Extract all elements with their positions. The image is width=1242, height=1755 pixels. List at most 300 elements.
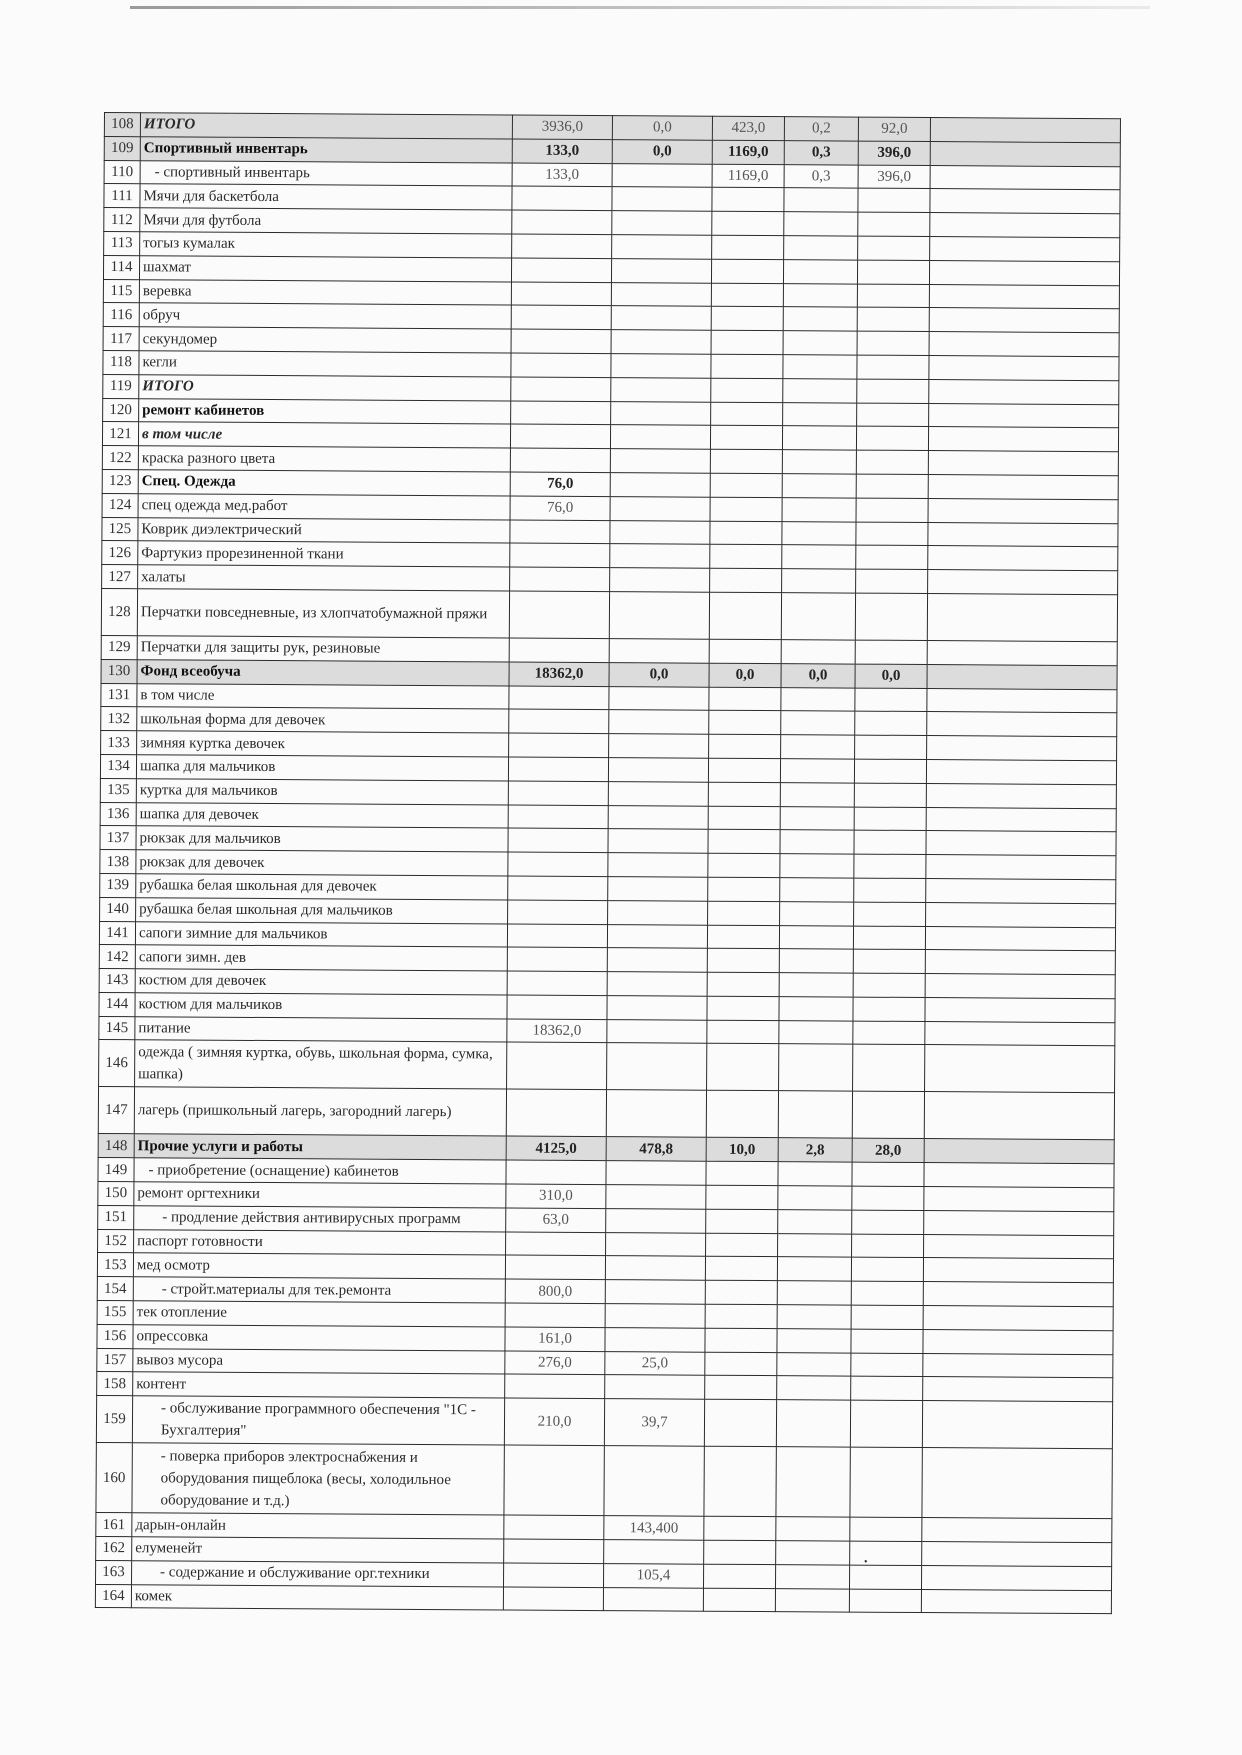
value-cell-2: 0,0 bbox=[612, 139, 712, 163]
row-number: 131 bbox=[101, 683, 137, 707]
value-cell-5: 0,0 bbox=[855, 664, 927, 688]
value-cell-3 bbox=[711, 402, 783, 426]
value-cell-1 bbox=[509, 638, 609, 662]
row-number: 157 bbox=[97, 1348, 133, 1372]
value-cell-2 bbox=[605, 1304, 705, 1328]
value-cell-4: 0,3 bbox=[784, 164, 858, 188]
value-cell-2 bbox=[609, 734, 709, 758]
value-cell-4 bbox=[777, 1257, 851, 1281]
value-cell-5 bbox=[850, 1541, 922, 1565]
value-cell-3 bbox=[708, 830, 780, 854]
value-cell-5 bbox=[853, 1021, 925, 1045]
row-number: 121 bbox=[102, 422, 138, 446]
value-cell-1 bbox=[510, 520, 610, 544]
item-name: Мячи для баскетбола bbox=[140, 184, 512, 210]
value-cell-2: 478,8 bbox=[606, 1137, 706, 1161]
value-cell-2 bbox=[612, 235, 712, 259]
row-number: 145 bbox=[99, 1016, 135, 1040]
value-cell-1 bbox=[507, 923, 607, 947]
value-cell-6 bbox=[922, 1401, 1112, 1449]
value-cell-1: 18362,0 bbox=[509, 662, 609, 686]
table-row bbox=[101, 588, 1117, 641]
value-cell-6 bbox=[928, 451, 1118, 476]
value-cell-4 bbox=[778, 1186, 852, 1210]
value-cell-2 bbox=[611, 377, 711, 401]
value-cell-2: 39,7 bbox=[604, 1399, 704, 1447]
value-cell-1 bbox=[511, 353, 611, 377]
value-cell-2 bbox=[605, 1375, 705, 1399]
value-cell-4 bbox=[782, 450, 856, 474]
value-cell-5 bbox=[855, 593, 927, 640]
value-cell-1 bbox=[507, 995, 607, 1019]
row-number: 109 bbox=[104, 136, 140, 160]
item-name: ремонт кабинетов bbox=[139, 398, 511, 424]
item-name: шапка для девочек bbox=[136, 802, 508, 828]
value-cell-4 bbox=[783, 259, 857, 283]
value-cell-4 bbox=[782, 521, 856, 545]
value-cell-4 bbox=[779, 1044, 853, 1091]
row-number: 125 bbox=[102, 517, 138, 541]
value-cell-4 bbox=[778, 1162, 852, 1186]
value-cell-3 bbox=[705, 1304, 777, 1328]
item-name: - содержание и обслуживание орг.техники bbox=[132, 1561, 504, 1587]
value-cell-6 bbox=[921, 1565, 1111, 1590]
value-cell-6 bbox=[923, 1329, 1113, 1354]
value-cell-2 bbox=[607, 1043, 707, 1091]
value-cell-5 bbox=[855, 735, 927, 759]
value-cell-3 bbox=[707, 948, 779, 972]
value-cell-5: 92,0 bbox=[858, 117, 930, 141]
value-cell-6 bbox=[926, 902, 1116, 927]
row-number: 122 bbox=[102, 446, 138, 470]
value-cell-1 bbox=[508, 900, 608, 924]
value-cell-2 bbox=[606, 1161, 706, 1185]
value-cell-3 bbox=[712, 211, 784, 235]
value-cell-4 bbox=[781, 735, 855, 759]
value-cell-4 bbox=[780, 830, 854, 854]
item-name: куртка для мальчиков bbox=[136, 778, 508, 804]
value-cell-4 bbox=[777, 1352, 851, 1376]
value-cell-4 bbox=[780, 878, 854, 902]
value-cell-3 bbox=[707, 1044, 779, 1091]
row-number: 127 bbox=[102, 565, 138, 589]
value-cell-3 bbox=[710, 473, 782, 497]
item-name: тогыз кумалак bbox=[140, 232, 512, 258]
value-cell-5 bbox=[854, 902, 926, 926]
value-cell-5 bbox=[853, 949, 925, 973]
row-number: 139 bbox=[100, 873, 136, 897]
value-cell-4 bbox=[784, 188, 858, 212]
value-cell-6 bbox=[925, 1045, 1115, 1093]
value-cell-2 bbox=[610, 425, 710, 449]
value-cell-1: 800,0 bbox=[505, 1279, 605, 1303]
item-name: Прочие услуги и работы bbox=[134, 1134, 506, 1160]
value-cell-2 bbox=[610, 520, 710, 544]
value-cell-4 bbox=[776, 1541, 850, 1565]
value-cell-6 bbox=[928, 474, 1118, 499]
value-cell-6 bbox=[930, 189, 1120, 214]
item-name: шахмат bbox=[139, 256, 511, 282]
value-cell-4 bbox=[777, 1305, 851, 1329]
value-cell-1 bbox=[508, 876, 608, 900]
value-cell-3 bbox=[708, 901, 780, 925]
row-number: 113 bbox=[104, 231, 140, 255]
value-cell-3 bbox=[709, 711, 781, 735]
row-number: 129 bbox=[101, 635, 137, 659]
value-cell-3 bbox=[704, 1446, 776, 1516]
item-name: Перчатки повседневные, из хлопчатобумажной пряжи bbox=[137, 589, 509, 638]
value-cell-3 bbox=[710, 449, 782, 473]
value-cell-2 bbox=[611, 282, 711, 306]
row-number: 153 bbox=[97, 1253, 133, 1277]
value-cell-5 bbox=[857, 379, 929, 403]
value-cell-4 bbox=[781, 711, 855, 735]
value-cell-6 bbox=[929, 403, 1119, 428]
value-cell-2 bbox=[606, 1232, 706, 1256]
value-cell-2 bbox=[609, 686, 709, 710]
value-cell-5 bbox=[854, 759, 926, 783]
value-cell-6 bbox=[927, 593, 1117, 641]
value-cell-4 bbox=[776, 1400, 850, 1447]
value-cell-1 bbox=[505, 1255, 605, 1279]
value-cell-6 bbox=[923, 1377, 1113, 1402]
item-name: шапка для мальчиков bbox=[136, 755, 508, 781]
row-number: 128 bbox=[101, 588, 137, 635]
value-cell-2 bbox=[610, 449, 710, 473]
value-cell-3: 10,0 bbox=[706, 1138, 778, 1162]
value-cell-5 bbox=[852, 1210, 924, 1234]
table-row bbox=[99, 1040, 1115, 1093]
value-cell-6 bbox=[925, 1021, 1115, 1046]
budget-sheet bbox=[95, 112, 1120, 1615]
row-number: 118 bbox=[103, 350, 139, 374]
value-cell-5 bbox=[855, 640, 927, 664]
value-cell-6 bbox=[930, 165, 1120, 190]
value-cell-5 bbox=[853, 973, 925, 997]
value-cell-1 bbox=[509, 733, 609, 757]
item-name: в том числе bbox=[137, 683, 509, 709]
value-cell-2: 143,400 bbox=[604, 1516, 704, 1540]
item-name: дарын-онлайн bbox=[132, 1513, 504, 1539]
value-cell-3 bbox=[710, 568, 782, 592]
value-cell-1 bbox=[508, 804, 608, 828]
row-number: 116 bbox=[103, 303, 139, 327]
value-cell-5 bbox=[858, 188, 930, 212]
row-number: 158 bbox=[97, 1372, 133, 1396]
value-cell-3 bbox=[706, 1161, 778, 1185]
value-cell-4 bbox=[782, 569, 856, 593]
value-cell-5 bbox=[852, 1162, 924, 1186]
value-cell-1 bbox=[509, 686, 609, 710]
value-cell-2 bbox=[605, 1327, 705, 1351]
value-cell-2 bbox=[608, 781, 708, 805]
value-cell-5 bbox=[857, 260, 929, 284]
value-cell-1 bbox=[512, 186, 612, 210]
row-number: 164 bbox=[95, 1584, 131, 1608]
value-cell-4 bbox=[780, 854, 854, 878]
value-cell-4 bbox=[775, 1588, 849, 1612]
row-number: 151 bbox=[98, 1205, 134, 1229]
item-name: - поверка приборов электроснабжения и оборудования пищеблока (весы, холодильное оборудование и т.д.) bbox=[132, 1443, 504, 1515]
value-cell-2 bbox=[606, 1090, 706, 1138]
value-cell-4 bbox=[777, 1376, 851, 1400]
value-cell-1 bbox=[511, 329, 611, 353]
value-cell-6 bbox=[928, 522, 1118, 547]
value-cell-5 bbox=[856, 569, 928, 593]
item-name: вывоз мусора bbox=[133, 1348, 505, 1374]
value-cell-6 bbox=[923, 1306, 1113, 1331]
value-cell-6 bbox=[927, 736, 1117, 761]
value-cell-3 bbox=[708, 853, 780, 877]
value-cell-3 bbox=[708, 758, 780, 782]
row-number: 159 bbox=[96, 1396, 132, 1443]
value-cell-5 bbox=[856, 426, 928, 450]
value-cell-2 bbox=[609, 592, 709, 640]
value-cell-3: 1169,0 bbox=[712, 164, 784, 188]
value-cell-1: 133,0 bbox=[512, 139, 612, 163]
value-cell-1: 310,0 bbox=[506, 1184, 606, 1208]
item-name: Перчатки для защиты рук, резиновые bbox=[137, 636, 509, 662]
table-row bbox=[96, 1396, 1112, 1449]
value-cell-5: 28,0 bbox=[852, 1139, 924, 1163]
value-cell-2 bbox=[608, 758, 708, 782]
item-name: - обслуживание программного обеспечения "1С - Бухгалтерия" bbox=[132, 1396, 504, 1445]
item-name: елуменейт bbox=[132, 1537, 504, 1563]
row-number: 146 bbox=[99, 1040, 135, 1087]
value-cell-6 bbox=[924, 1234, 1114, 1259]
value-cell-4 bbox=[779, 997, 853, 1021]
item-name: костюм для девочек bbox=[135, 969, 507, 995]
value-cell-3 bbox=[704, 1540, 776, 1564]
row-number: 132 bbox=[101, 707, 137, 731]
value-cell-1 bbox=[512, 210, 612, 234]
item-name: тек отопление bbox=[133, 1301, 505, 1327]
row-number: 115 bbox=[103, 279, 139, 303]
item-name: лагерь (пришкольный лагерь, загородний лагерь) bbox=[134, 1087, 506, 1136]
value-cell-4 bbox=[780, 782, 854, 806]
value-cell-5 bbox=[856, 545, 928, 569]
value-cell-5 bbox=[850, 1447, 922, 1517]
value-cell-2 bbox=[607, 948, 707, 972]
row-number: 154 bbox=[97, 1277, 133, 1301]
item-name: контент bbox=[133, 1372, 505, 1398]
value-cell-5 bbox=[857, 284, 929, 308]
value-cell-1 bbox=[511, 377, 611, 401]
row-number: 124 bbox=[102, 493, 138, 517]
value-cell-5 bbox=[857, 355, 929, 379]
value-cell-6 bbox=[929, 332, 1119, 357]
item-name: сапоги зимние для мальчиков bbox=[135, 921, 507, 947]
value-cell-4 bbox=[779, 925, 853, 949]
value-cell-4 bbox=[775, 1564, 849, 1588]
table-row bbox=[96, 1443, 1112, 1519]
value-cell-6 bbox=[921, 1589, 1111, 1614]
value-cell-2: 0,0 bbox=[612, 116, 712, 140]
value-cell-1 bbox=[511, 258, 611, 282]
value-cell-1 bbox=[503, 1587, 603, 1611]
value-cell-6 bbox=[922, 1448, 1112, 1519]
value-cell-3 bbox=[707, 925, 779, 949]
value-cell-3 bbox=[704, 1516, 776, 1540]
value-cell-1: 210,0 bbox=[504, 1398, 604, 1446]
item-name: мед осмотр bbox=[133, 1253, 505, 1279]
value-cell-4 bbox=[783, 355, 857, 379]
value-cell-2 bbox=[608, 876, 708, 900]
value-cell-6 bbox=[924, 1092, 1114, 1140]
value-cell-3 bbox=[710, 497, 782, 521]
value-cell-1 bbox=[504, 1515, 604, 1539]
item-name: - стройт.материалы для тек.ремонта bbox=[133, 1277, 505, 1303]
value-cell-4 bbox=[780, 901, 854, 925]
value-cell-6 bbox=[923, 1258, 1113, 1283]
value-cell-2 bbox=[603, 1587, 703, 1611]
item-name: Фонд всеобуча bbox=[137, 659, 509, 685]
value-cell-3 bbox=[711, 378, 783, 402]
item-name: комек bbox=[131, 1584, 503, 1610]
value-cell-5 bbox=[857, 403, 929, 427]
value-cell-4 bbox=[776, 1447, 850, 1517]
value-cell-5 bbox=[850, 1517, 922, 1541]
value-cell-4 bbox=[781, 593, 855, 640]
value-cell-2 bbox=[605, 1256, 705, 1280]
value-cell-6 bbox=[925, 997, 1115, 1022]
value-cell-5 bbox=[851, 1353, 923, 1377]
value-cell-1: 161,0 bbox=[505, 1327, 605, 1351]
value-cell-4 bbox=[784, 212, 858, 236]
value-cell-3 bbox=[707, 996, 779, 1020]
value-cell-3: 1169,0 bbox=[712, 140, 784, 164]
value-cell-2 bbox=[607, 972, 707, 996]
value-cell-4: 0,0 bbox=[781, 663, 855, 687]
value-cell-4: 2,8 bbox=[778, 1138, 852, 1162]
value-cell-3 bbox=[708, 877, 780, 901]
value-cell-2 bbox=[612, 211, 712, 235]
value-cell-3 bbox=[705, 1352, 777, 1376]
value-cell-1: 63,0 bbox=[506, 1208, 606, 1232]
item-name: рюкзак для девочек bbox=[136, 850, 508, 876]
row-number: 142 bbox=[99, 945, 135, 969]
value-cell-2 bbox=[607, 995, 707, 1019]
value-cell-3 bbox=[705, 1257, 777, 1281]
value-cell-3 bbox=[709, 734, 781, 758]
value-cell-1 bbox=[506, 1160, 606, 1184]
value-cell-3 bbox=[706, 1209, 778, 1233]
value-cell-4 bbox=[777, 1281, 851, 1305]
value-cell-1 bbox=[510, 567, 610, 591]
value-cell-6 bbox=[928, 570, 1118, 595]
value-cell-6 bbox=[922, 1518, 1112, 1543]
value-cell-6 bbox=[925, 926, 1115, 951]
row-number: 161 bbox=[96, 1513, 132, 1537]
value-cell-1 bbox=[511, 305, 611, 329]
item-name: обруч bbox=[139, 303, 511, 329]
value-cell-6 bbox=[929, 284, 1119, 309]
value-cell-5 bbox=[856, 474, 928, 498]
table-body bbox=[95, 113, 1120, 1615]
value-cell-3 bbox=[706, 1233, 778, 1257]
value-cell-6 bbox=[926, 831, 1116, 856]
value-cell-3 bbox=[704, 1399, 776, 1446]
value-cell-4 bbox=[782, 426, 856, 450]
item-name: рубашка белая школьная для девочек bbox=[136, 874, 508, 900]
value-cell-4 bbox=[778, 1091, 852, 1138]
item-name: - спортивный инвентарь bbox=[140, 160, 512, 186]
value-cell-5: 396,0 bbox=[858, 165, 930, 189]
value-cell-5 bbox=[855, 711, 927, 735]
value-cell-4 bbox=[780, 759, 854, 783]
row-number: 123 bbox=[102, 469, 138, 493]
value-cell-2 bbox=[610, 568, 710, 592]
value-cell-1 bbox=[510, 448, 610, 472]
value-cell-5 bbox=[857, 331, 929, 355]
row-number: 143 bbox=[99, 969, 135, 993]
item-name: ИТОГО bbox=[140, 113, 512, 139]
item-name: халаты bbox=[138, 565, 510, 591]
value-cell-3 bbox=[709, 687, 781, 711]
value-cell-4 bbox=[781, 687, 855, 711]
value-cell-1 bbox=[509, 709, 609, 733]
value-cell-3 bbox=[711, 330, 783, 354]
value-cell-5 bbox=[851, 1377, 923, 1401]
value-cell-6 bbox=[923, 1282, 1113, 1307]
item-name: Спортивный инвентарь bbox=[140, 137, 512, 163]
value-cell-4 bbox=[783, 402, 857, 426]
row-number: 111 bbox=[104, 184, 140, 208]
value-cell-5 bbox=[851, 1329, 923, 1353]
value-cell-2: 105,4 bbox=[603, 1563, 703, 1587]
item-name: сапоги зимн. дев bbox=[135, 945, 507, 971]
value-cell-1 bbox=[509, 591, 609, 639]
value-cell-6 bbox=[922, 1542, 1112, 1567]
value-cell-1 bbox=[508, 757, 608, 781]
value-cell-1 bbox=[505, 1303, 605, 1327]
value-cell-6 bbox=[930, 237, 1120, 262]
value-cell-2 bbox=[611, 354, 711, 378]
value-cell-4 bbox=[779, 973, 853, 997]
value-cell-4 bbox=[778, 1233, 852, 1257]
value-cell-2 bbox=[604, 1540, 704, 1564]
row-number: 156 bbox=[97, 1324, 133, 1348]
row-number: 110 bbox=[104, 160, 140, 184]
row-number: 120 bbox=[103, 398, 139, 422]
value-cell-5 bbox=[857, 307, 929, 331]
value-cell-2 bbox=[609, 639, 709, 663]
value-cell-4 bbox=[782, 545, 856, 569]
value-cell-2 bbox=[611, 306, 711, 330]
value-cell-3: 423,0 bbox=[712, 116, 784, 140]
row-number: 163 bbox=[96, 1560, 132, 1584]
table-row bbox=[98, 1087, 1114, 1140]
value-cell-2 bbox=[608, 853, 708, 877]
value-cell-6 bbox=[929, 260, 1119, 285]
item-name: одежда ( зимняя куртка, обувь, школьная форма, сумка, шапка) bbox=[135, 1040, 507, 1089]
value-cell-5 bbox=[858, 236, 930, 260]
table-row bbox=[95, 1584, 1111, 1614]
item-name: - приобретение (оснащение) кабинетов bbox=[134, 1158, 506, 1184]
value-cell-5: 396,0 bbox=[858, 141, 930, 165]
value-cell-4 bbox=[783, 331, 857, 355]
value-cell-1 bbox=[506, 1089, 606, 1137]
value-cell-4 bbox=[778, 1210, 852, 1234]
value-cell-1 bbox=[506, 1232, 606, 1256]
value-cell-6 bbox=[924, 1139, 1114, 1164]
value-cell-5 bbox=[851, 1281, 923, 1305]
row-number: 155 bbox=[97, 1301, 133, 1325]
value-cell-4: 0,3 bbox=[784, 140, 858, 164]
value-cell-1 bbox=[508, 828, 608, 852]
row-number: 148 bbox=[98, 1134, 134, 1158]
value-cell-6 bbox=[923, 1353, 1113, 1378]
